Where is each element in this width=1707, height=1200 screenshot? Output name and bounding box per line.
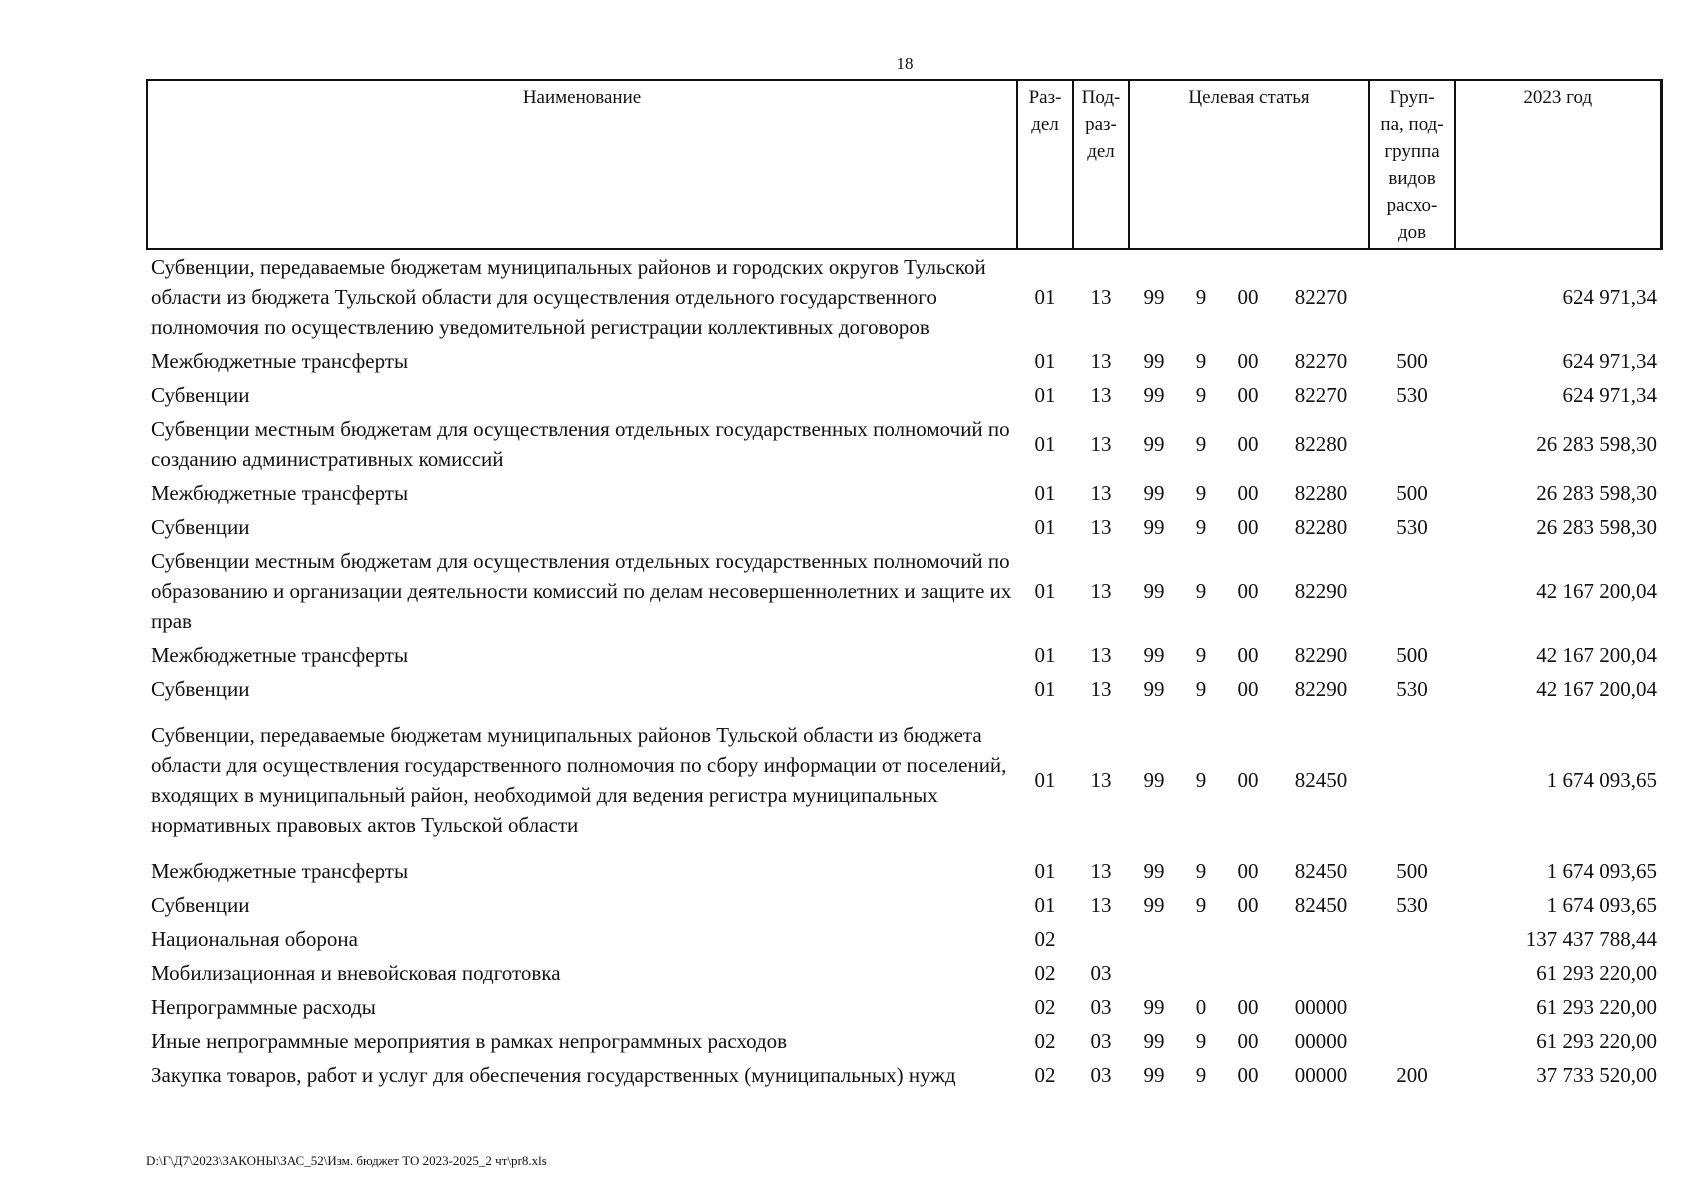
row-expense-group: 500 [1396,859,1428,883]
row-razdel: 01 [1034,677,1056,701]
row-name: Субвенции [151,893,250,917]
table-row [147,249,1661,344]
row-amount: 26 283 598,30 [1536,432,1658,456]
row-target-direction: 00 [1237,383,1259,407]
row-amount: 1 674 093,65 [1546,893,1658,917]
row-target-program: 99 [1143,515,1165,539]
table-row [147,638,1661,672]
row-podrazdel: 13 [1090,515,1112,539]
row-target-code: 00000 [1294,1063,1348,1087]
row-target-direction: 00 [1237,1063,1259,1087]
row-name: Межбюджетные трансферты [151,481,409,505]
row-name: Субвенции [151,515,250,539]
row-target-program [1129,922,1179,956]
row-target-subprogram: 9 [1195,579,1207,603]
row-target-subprogram: 9 [1195,349,1207,373]
row-podrazdel: 13 [1090,481,1112,505]
page-number: 18 [896,54,914,73]
row-amount: 61 293 220,00 [1536,961,1658,985]
row-target-subprogram [1179,922,1223,956]
row-target-program: 99 [1143,1063,1165,1087]
row-target-code: 82270 [1294,383,1348,407]
row-podrazdel: 03 [1090,1029,1112,1053]
row-target-program: 99 [1143,859,1165,883]
row-target-subprogram: 9 [1195,515,1207,539]
row-target-direction: 00 [1237,579,1259,603]
row-razdel: 01 [1034,383,1056,407]
row-razdel: 01 [1034,432,1056,456]
file-path-footer: D:\Г\Д7\2023\ЗАКОНЫ\ЗАС_52\Изм. бюджет ТО 2023-2025_2 чт\pr8.xls [146,1153,547,1168]
row-target-program [1129,956,1179,990]
row-expense-group: 530 [1396,677,1428,701]
row-target-code: 00000 [1294,995,1348,1019]
row-expense-group [1369,1024,1455,1058]
row-expense-group [1369,544,1455,638]
row-target-direction: 00 [1237,1029,1259,1053]
row-razdel: 01 [1034,481,1056,505]
row-target-code [1273,956,1369,990]
row-name: Субвенции местным бюджетам для осуществления отдельных государственных полномочий по созданию административных комиссий [151,417,1010,471]
row-target-code: 82290 [1294,579,1348,603]
row-razdel: 02 [1034,1029,1056,1053]
row-expense-group [1369,956,1455,990]
row-target-direction [1223,922,1273,956]
row-expense-group: 530 [1396,515,1428,539]
row-podrazdel: 13 [1090,893,1112,917]
row-target-subprogram: 9 [1195,383,1207,407]
row-podrazdel: 03 [1090,961,1112,985]
table-row [147,956,1661,990]
row-name: Субвенции местным бюджетам для осуществления отдельных государственных полномочий по образованию и организации деятельности комиссий по делам несовершеннолетних и защите их прав [151,549,1012,633]
header-podrazdel: Под- раз- дел [1073,80,1129,249]
row-razdel: 01 [1034,349,1056,373]
row-target-program: 99 [1143,768,1165,792]
table-row [147,1058,1661,1092]
row-amount: 37 733 520,00 [1536,1063,1658,1087]
row-podrazdel: 03 [1090,995,1112,1019]
row-target-subprogram: 9 [1195,643,1207,667]
row-target-subprogram: 9 [1195,893,1207,917]
row-podrazdel: 13 [1090,383,1112,407]
row-razdel: 01 [1034,579,1056,603]
row-target-direction: 00 [1237,768,1259,792]
row-podrazdel: 13 [1090,432,1112,456]
row-razdel: 01 [1034,285,1056,309]
row-razdel: 02 [1034,927,1056,951]
row-amount: 42 167 200,04 [1536,579,1658,603]
row-amount: 26 283 598,30 [1536,481,1658,505]
row-amount: 42 167 200,04 [1536,677,1658,701]
row-target-subprogram: 9 [1195,285,1207,309]
row-target-program: 99 [1143,349,1165,373]
row-razdel: 01 [1034,768,1056,792]
row-expense-group: 530 [1396,893,1428,917]
row-podrazdel [1073,922,1129,956]
row-name: Закупка товаров, работ и услуг для обеспечения государственных (муниципальных) нужд [151,1063,956,1087]
row-name: Межбюджетные трансферты [151,859,409,883]
row-name: Субвенции, передаваемые бюджетам муниципальных районов Тульской области из бюджета области для осуществления государственного полномочия по сбору информации от поселений, входящих в муниципальный район, необходимой для ведения регистра муниципальных нормативных правовых актов Тульской области [151,723,1007,837]
row-amount: 624 971,34 [1562,383,1658,407]
row-target-subprogram: 9 [1195,432,1207,456]
row-podrazdel: 13 [1090,643,1112,667]
header-razdel: Раз- дел [1017,80,1073,249]
table-row [147,888,1661,922]
row-target-code: 82270 [1294,285,1348,309]
row-target-code: 82280 [1294,481,1348,505]
row-name: Субвенции, передаваемые бюджетам муниципальных районов и городских округов Тульской области из бюджета Тульской области для осуществления отдельного государственного полномочия по осуществлению уведомительной регистрации коллективных договоров [151,255,986,339]
row-target-code: 82450 [1294,859,1348,883]
row-target-direction: 00 [1237,859,1259,883]
row-name: Межбюджетные трансферты [151,349,409,373]
row-razdel: 02 [1034,1063,1056,1087]
row-target-subprogram: 9 [1195,859,1207,883]
row-razdel: 01 [1034,859,1056,883]
row-amount: 42 167 200,04 [1536,643,1658,667]
row-target-subprogram: 9 [1195,481,1207,505]
row-razdel: 02 [1034,961,1056,985]
row-target-code: 82450 [1294,893,1348,917]
row-target-subprogram [1179,956,1223,990]
row-podrazdel: 13 [1090,285,1112,309]
budget-table [146,79,1663,1092]
row-target-program: 99 [1143,579,1165,603]
row-target-direction: 00 [1237,677,1259,701]
table-row [147,672,1661,706]
header-year: 2023 год [1455,80,1661,249]
row-amount: 1 674 093,65 [1546,859,1658,883]
table-row [147,922,1661,956]
row-amount: 61 293 220,00 [1536,1029,1658,1053]
row-target-code: 82280 [1294,432,1348,456]
row-target-code: 82450 [1294,768,1348,792]
row-target-program: 99 [1143,643,1165,667]
row-expense-group [1369,412,1455,476]
row-target-direction: 00 [1237,349,1259,373]
table-row [147,544,1661,638]
row-podrazdel: 13 [1090,768,1112,792]
row-expense-group: 500 [1396,481,1428,505]
row-target-code: 82290 [1294,643,1348,667]
row-target-program: 99 [1143,432,1165,456]
header-name: Наименование [147,80,1017,249]
row-target-direction: 00 [1237,432,1259,456]
row-podrazdel: 13 [1090,579,1112,603]
row-podrazdel: 13 [1090,677,1112,701]
row-target-program: 99 [1143,383,1165,407]
row-target-code: 00000 [1294,1029,1348,1053]
row-expense-group: 200 [1396,1063,1428,1087]
row-target-code: 82270 [1294,349,1348,373]
row-name: Субвенции [151,383,250,407]
row-target-program: 99 [1143,893,1165,917]
row-name: Межбюджетные трансферты [151,643,409,667]
row-expense-group: 500 [1396,349,1428,373]
row-target-program: 99 [1143,995,1165,1019]
row-name: Мобилизационная и вневойсковая подготовка [151,961,561,985]
row-amount: 137 437 788,44 [1525,927,1658,951]
table-row [147,1024,1661,1058]
row-expense-group: 500 [1396,643,1428,667]
row-target-direction: 00 [1237,515,1259,539]
row-expense-group [1369,990,1455,1024]
row-podrazdel: 13 [1090,859,1112,883]
row-target-direction: 00 [1237,893,1259,917]
row-target-subprogram: 9 [1195,768,1207,792]
row-expense-group [1369,922,1455,956]
header-row [147,80,1661,249]
row-expense-group: 530 [1396,383,1428,407]
table-row [147,476,1661,510]
table-row [147,378,1661,412]
row-expense-group [1369,706,1455,854]
row-target-subprogram: 0 [1195,995,1207,1019]
row-target-code: 82280 [1294,515,1348,539]
row-target-direction: 00 [1237,995,1259,1019]
row-target-program: 99 [1143,285,1165,309]
row-podrazdel: 13 [1090,349,1112,373]
row-podrazdel: 03 [1090,1063,1112,1087]
table-row [147,412,1661,476]
row-expense-group [1369,249,1455,344]
row-name: Национальная оборона [151,927,358,951]
header-expense-group: Груп- па, под- группа видов расхо- дов [1369,80,1455,249]
row-amount: 26 283 598,30 [1536,515,1658,539]
table-row [147,344,1661,378]
header-target-article: Целевая статья [1129,80,1369,249]
row-target-subprogram: 9 [1195,1063,1207,1087]
row-razdel: 01 [1034,893,1056,917]
row-target-subprogram: 9 [1195,677,1207,701]
row-name: Иные непрограммные мероприятия в рамках непрограммных расходов [151,1029,788,1053]
table-body [147,249,1661,1092]
table-row [147,706,1661,854]
row-target-direction: 00 [1237,481,1259,505]
row-razdel: 02 [1034,995,1056,1019]
row-name: Субвенции [151,677,250,701]
row-target-program: 99 [1143,677,1165,701]
row-razdel: 01 [1034,515,1056,539]
table-row [147,854,1661,888]
row-target-direction: 00 [1237,285,1259,309]
row-target-direction [1223,956,1273,990]
row-target-program: 99 [1143,481,1165,505]
table-row [147,990,1661,1024]
row-razdel: 01 [1034,643,1056,667]
row-target-code [1273,922,1369,956]
row-target-program: 99 [1143,1029,1165,1053]
row-target-subprogram: 9 [1195,1029,1207,1053]
row-amount: 61 293 220,00 [1536,995,1658,1019]
row-amount: 624 971,34 [1562,285,1658,309]
row-target-code: 82290 [1294,677,1348,701]
row-amount: 624 971,34 [1562,349,1658,373]
table-row [147,510,1661,544]
row-target-direction: 00 [1237,643,1259,667]
table-header [147,80,1661,249]
row-amount: 1 674 093,65 [1546,768,1658,792]
row-name: Непрограммные расходы [151,995,376,1019]
